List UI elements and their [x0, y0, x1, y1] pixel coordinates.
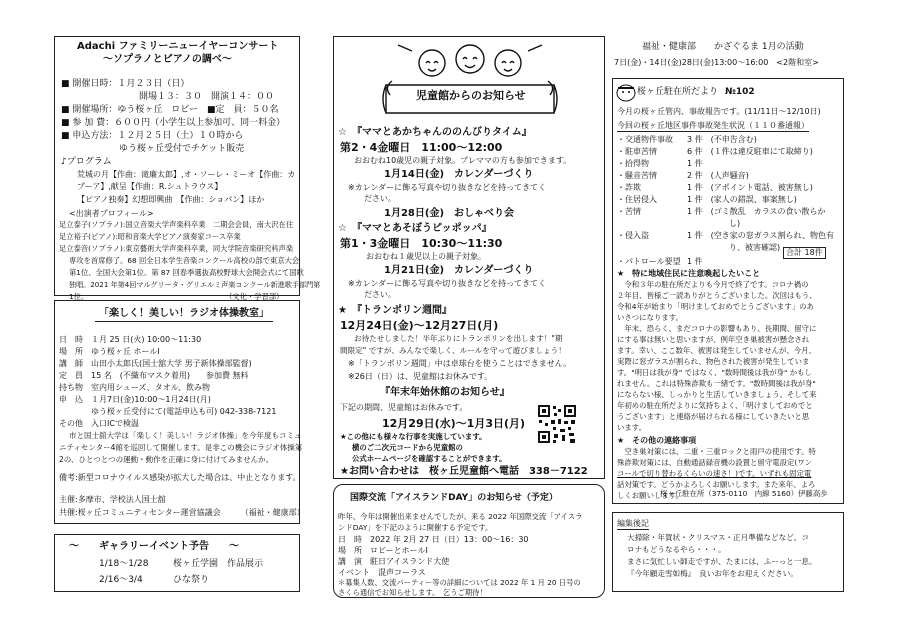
- police-sec1-line: 年末、恐らく、まだコロナの影響もあり、長期間、留守に: [617, 324, 817, 333]
- radio-row-key: 講 師: [59, 359, 83, 368]
- police-sec2-line: しくお願いします。: [617, 491, 683, 500]
- editor-line: まさに気忙しい師走ですが、たまには、ふーっと一息。: [627, 557, 817, 566]
- police-sec2-line: コールで切り替わるくらいの速さ！)です。いずれも固定電: [617, 469, 812, 478]
- radio-row-val: １月7日(金)10:00～1月24日(月): [91, 395, 211, 404]
- stat-key: ・苦情: [617, 207, 641, 216]
- stat-val: 3 件 (不申告含む): [687, 135, 757, 144]
- radio-host: 主催:多摩市、学校法人国士舘: [59, 495, 166, 504]
- kids-qr-text: 公式ホームページを確認することができます。: [352, 454, 507, 463]
- kids-sec-title: ★ 『トランポリン週間』: [338, 305, 452, 316]
- profile-line: 専攻を首席修了。68 回全日本学生音楽コンクール高校の部で東京大会: [69, 256, 300, 265]
- concert-fee: ■ 参 加 費：６００円（小学生以上参加可、同一料金）: [61, 118, 286, 128]
- kids-sec-title: 『年末年始休館のお知らせ』: [380, 387, 510, 398]
- stat-key: ・パトロール要望: [617, 257, 681, 266]
- concert-subtitle: ～ソプラノとピアノの調べ～: [103, 54, 232, 65]
- kids-sec-date: 12月29日(水)～1月3日(月): [382, 417, 526, 430]
- police-sec2-line: 殊詐欺対策には、自動通話録音機の設置と留守電設定(ワン: [617, 458, 813, 467]
- kids-contact: ★お問い合わせは 桜ヶ丘児童館へ電話 338－7122: [340, 466, 588, 477]
- concert-title: Adachi ファミリーニューイヤーコンサート: [77, 41, 279, 52]
- iceland-desc: 昨年、今年は開催出来ませんでしたが、来る 2022 年国際交流「アイスラ: [338, 512, 583, 521]
- stat-val: 1 件 (アポイント電話、被害無し): [687, 183, 813, 192]
- kids-sec-time: 第1・3金曜日 10:30～11:30: [340, 237, 503, 250]
- radio-apply-sub: ゆう桜ヶ丘受付にて(電話申込も可) 042-338-7121: [91, 407, 277, 416]
- stat-val: 1 件: [687, 159, 703, 168]
- radio-desc: 市と国士舘大学は「楽しく！美しい！ラジオ体操」を今年度もコミュ: [69, 431, 302, 440]
- child-face-icon: [495, 50, 521, 76]
- kids-note: ※26日（日）は、児童館はお休みです。: [348, 372, 493, 381]
- radio-cohost: 共催:桜ヶ丘コミュニティセンター運営協議会 （福祉・健康部）: [59, 508, 305, 517]
- police-sec1-line: うございます」と連絡が届けられる様にしていきたいと思: [617, 412, 810, 421]
- police-sec1-line: にならない様、しっかりと生活していきましょう。そして来: [617, 390, 817, 399]
- gallery-date: 2/16～3/4: [99, 575, 143, 585]
- iceland-row: 講 演 駐日アイスランド大使: [338, 557, 450, 566]
- kids-banner: 児童館からのお知らせ: [416, 89, 526, 102]
- program-line: 【ピアノ独奏】幻想即興曲 【作曲：ショパン】ほか: [77, 195, 265, 204]
- gallery-title: ～ ギャラリーイベント予告 ～: [69, 541, 239, 552]
- stat-val: 1 件 (空き家の窓ガラス割られ、物色有: [687, 231, 834, 240]
- radio-desc: 2の、ひとつとつの運動・動作を正確に身に付けてみませんか。: [59, 455, 274, 464]
- profile-line: 足立泰子(ソプラノ):国立音楽大学声楽科卒業 二期会会員，南大沢在住: [59, 220, 294, 229]
- police-sec1-line: 実際に窓ガラスが割られ、物色された被害が発生していま: [617, 357, 810, 366]
- kids-sec-title: ☆ 『ママとあそぼうピッポッパ』: [338, 223, 492, 234]
- police-sec1-line: れません。これは特殊詐欺も一緒です。"数時間後は我が身": [617, 379, 816, 388]
- kids-event: 1月14日(金) カレンダーづくり: [384, 169, 534, 180]
- police-sec2-line: 話対策です。どうかよろしくお願いします。また来年、よろ: [617, 480, 816, 489]
- police-sec1-line: 年初めの駐在所だよりに気持ちよく、「明けましておめでと: [617, 401, 813, 410]
- concert-time: 開場１３：３０ 開演１４：００: [139, 92, 275, 102]
- concert-box: [54, 36, 321, 301]
- kids-note: ださい。: [364, 290, 396, 299]
- kids-sec-time: 第2・4金曜日 11:00～12:00: [340, 141, 503, 154]
- profile-note: （文化・学習部）: [225, 292, 284, 301]
- police-sec1-line: す。"明日は我が身" ではなく、"数時間後は我が身" かもし: [617, 368, 812, 377]
- profile-line: 独唱。2021 年第4回マルグリータ・グリエルミ声楽コンクール新進歌手部門第: [69, 280, 321, 289]
- stat-val: し): [729, 219, 741, 228]
- radio-row-key: 日 時: [59, 335, 83, 344]
- police-sec1-line: います。: [617, 423, 646, 432]
- police-sec1-head: ★ 特に地域住民に注意喚起したいこと: [617, 269, 761, 278]
- stat-val: 1 件: [687, 257, 703, 266]
- editor-line: 『今年顧走雪如梅』 良いお年をお迎えください。: [627, 569, 798, 578]
- concert-place: ■ 開催場所：ゆう桜ヶ丘 ロビー ■定 員：５０名: [61, 105, 279, 115]
- radio-note: 備考:新型コロナウイルス感染が拡大した場合は、中止となります。: [59, 473, 301, 482]
- concert-apply: ■ 申込方法：１２月２５日（土）１０時から: [61, 131, 244, 141]
- editor-box: [612, 512, 844, 592]
- kagozakuma-title: かざぐるま 1月の活動: [714, 42, 804, 52]
- child-face-icon: [456, 45, 484, 73]
- police-sec1-line: ２年目、皆様ご一読ありがとうございました。次回はもう、: [617, 291, 817, 300]
- child-face-icon: [419, 50, 445, 76]
- kagozakuma-dates: 7日(金)・14日(金)28日(金)13:00～16:00 <2階和室>: [614, 58, 819, 67]
- gallery-date: 1/18～1/28: [99, 559, 149, 569]
- kids-sec-desc: 間限定" ですが、みんなで楽しく、ルールを守って遊びましょう！: [340, 346, 566, 355]
- stat-val: 1 件 (ゴミ散乱 カラスの食い散らか: [687, 207, 826, 216]
- qr-code-icon[interactable]: [536, 403, 578, 445]
- radio-row-val: 室内用シューズ、タオル、飲み物: [91, 383, 211, 392]
- editor-line: 大掃除・年賀状・クリスマス・正月準備などなど。コ: [627, 533, 809, 542]
- gallery-box: [54, 534, 300, 592]
- profile-line: 第1位、全国大会第1位。第 87 回春季選抜高校野球大会開会式にて国歌: [69, 268, 304, 277]
- kids-sec-title: ☆ 『ママとあかちゃんののんびりタイム』: [338, 127, 532, 138]
- police-number: №102: [725, 87, 755, 97]
- concert-date: ■ 開催日時：１月２３日（日）: [61, 79, 190, 89]
- concert-apply-sub: ゆう桜ヶ丘受付でチケット販売: [119, 144, 245, 154]
- iceland-row: イベント 混声コーラス: [338, 568, 426, 577]
- police-sec1-line: 令和３年の駐在所だよりも今月で終了です。コロナ禍の: [617, 280, 809, 289]
- kids-note: ※カレンダーに飾る写真や切り抜きなどを持ってきてく: [348, 279, 547, 288]
- kids-note: ※カレンダーに飾る写真や切り抜きなどを持ってきてく: [348, 183, 547, 192]
- kagozakuma-header: [612, 36, 844, 72]
- iceland-note: さくら通信でお知らせします。 乞うご期待！: [338, 588, 487, 597]
- kids-sec-desc: おおむね10歳児の親子対象。プレママの方も参加できます。: [354, 156, 572, 165]
- editor-title: 編集後記: [617, 519, 649, 528]
- radio-row-key: 持ち物: [59, 383, 83, 392]
- radio-box: [54, 300, 305, 524]
- radio-row-val: ゆう桜ヶ丘 ホールⅠ: [91, 347, 160, 356]
- police-sec2-head: ★ その他の連絡事項: [617, 436, 697, 445]
- police-mascot-icon: [615, 83, 637, 103]
- iceland-note: ＊募集人数、交流パーティー等の詳細については 2022 年 1 月 20 日号の: [338, 578, 581, 587]
- police-sec1-line: にする事は無いと思いますが、例年空き巣被害が懸念され: [617, 335, 810, 344]
- program-head: ♪プログラム: [61, 157, 112, 167]
- radio-row-key: 場 所: [59, 347, 83, 356]
- police-stat-head: 今回の桜ヶ丘地区事件事故発生状況（１１０番通報）: [617, 121, 809, 130]
- iceland-desc: ンドDAY」を下記のように開催する予定です。: [338, 523, 493, 532]
- police-sign: 桜ヶ丘駐在所（375-0110 内線 5160）伊藤高歩: [660, 489, 828, 498]
- police-sec1-line: いさつになります。: [617, 313, 683, 322]
- iceland-title: 国際交流「アイスランドDAY」のお知らせ（予定）: [350, 493, 558, 503]
- police-total: 合計 18件: [783, 247, 826, 259]
- police-title: 桜ヶ丘駐在所だより: [637, 87, 719, 97]
- radio-row-key: 定 員: [59, 371, 83, 380]
- program-line: プーア】,献呈【作曲：R.シュトラウス】: [77, 182, 223, 191]
- stat-val: り、被害確認): [729, 243, 781, 252]
- gallery-name: 桜ヶ丘学園 作品展示: [173, 559, 264, 569]
- kids-qr-text: 横のご二次元コードから児童館の: [352, 443, 463, 452]
- radio-title: 「楽しく！美しい！ラジオ体操教室」: [95, 307, 273, 322]
- stat-key: ・住居侵入: [617, 195, 657, 204]
- kagozakuma-dept: 福祉・健康部: [642, 42, 697, 52]
- kids-qr-text: ★この他にも様々な行事を実施しています。: [340, 432, 487, 441]
- kids-note: ださい。: [364, 194, 396, 203]
- police-box: [612, 78, 844, 504]
- kids-event: 1月21日(金) カレンダーづくり: [384, 265, 534, 276]
- radio-row-val: １月 25 日(火) 10:00～11:30: [91, 335, 202, 344]
- profile-line: 足立泰音(ソプラノ):東京藝術大学声楽科卒業，同大学院音楽研究科声楽: [59, 244, 294, 253]
- kids-note: ※「トランポリン週間」中は卓球台を使うことはできません。: [348, 359, 572, 368]
- stat-key: ・拾得物: [617, 159, 649, 168]
- iceland-box: [333, 484, 605, 598]
- radio-row-key: 申 込: [59, 395, 83, 404]
- kids-event: 1月28日(金) おしゃべり会: [384, 208, 515, 219]
- radio-other: その他 入口ICで検温: [59, 419, 139, 428]
- police-sec1-line: ます。幸い、ここ数年、被害は発生していませんが、今月、: [617, 346, 816, 355]
- editor-line: ロナもどうなるやら・・・。: [627, 545, 726, 554]
- kids-sec-desc: 下記の期間、児童館はお休みです。: [340, 403, 468, 412]
- radio-row-val: 15 名 (不織布マスク着用) 参加費 無料: [91, 371, 249, 380]
- gallery-name: ひな祭り: [173, 575, 210, 585]
- profile-head: <出演者プロフィール>: [69, 209, 154, 218]
- stat-val: 6 件 (１件は違反駐車にて取締り): [687, 147, 813, 156]
- kids-sec-desc: おおむね１歳児以上の親子対象。: [366, 252, 486, 261]
- kids-box: [333, 36, 605, 479]
- police-intro: 今月の桜ヶ丘管内、事故報告です。(11/11日～12/10日): [617, 107, 821, 116]
- profile-line: 1位。: [69, 292, 89, 301]
- kids-sec-date: 12月24日(金)～12月27日(月): [340, 319, 499, 332]
- kids-sec-desc: お待たせしました！半年ぶりにトランポリンを出します！"期: [354, 334, 563, 343]
- stat-key: ・騒音苦情: [617, 171, 657, 180]
- stat-val: 2 件 (人声騒音): [687, 171, 749, 180]
- police-sec2-line: 空き巣対策には、二重・三重ロックと雨戸の使用です。特: [617, 447, 816, 456]
- stat-key: ・交通物件事故: [617, 135, 673, 144]
- stat-key: ・詐欺: [617, 183, 641, 192]
- iceland-row: 日 時 2022 年 2月 27 日（日）13：00～16：30: [338, 535, 529, 544]
- radio-desc: ニティセンター4館を巡回して開催します。是非この機会にラジオ体操第: [59, 443, 303, 452]
- stat-key: ・侵入盗: [617, 231, 649, 240]
- kids-illustration: [372, 41, 568, 121]
- iceland-row: 場 所 ロビーとホールⅠ: [338, 546, 428, 555]
- stat-key: ・駐車苦情: [617, 147, 657, 156]
- stat-val: 1 件 (家人の錯誤、事案無し): [687, 195, 797, 204]
- police-sec1-line: 令和4年が始まり「明けましておめでとうございます」のあ: [617, 302, 814, 311]
- program-line: 荒城の月【作曲：滝廉太郎】,オ・ソーレ・ミーオ【作曲：カ: [77, 170, 296, 179]
- profile-line: 足立裕子(ピアノ):昭和音楽大学ピアノ演奏家コース卒業: [59, 232, 241, 241]
- radio-row-val: 山田小太郎氏(国士舘大学 男子新体操部監督): [91, 359, 252, 368]
